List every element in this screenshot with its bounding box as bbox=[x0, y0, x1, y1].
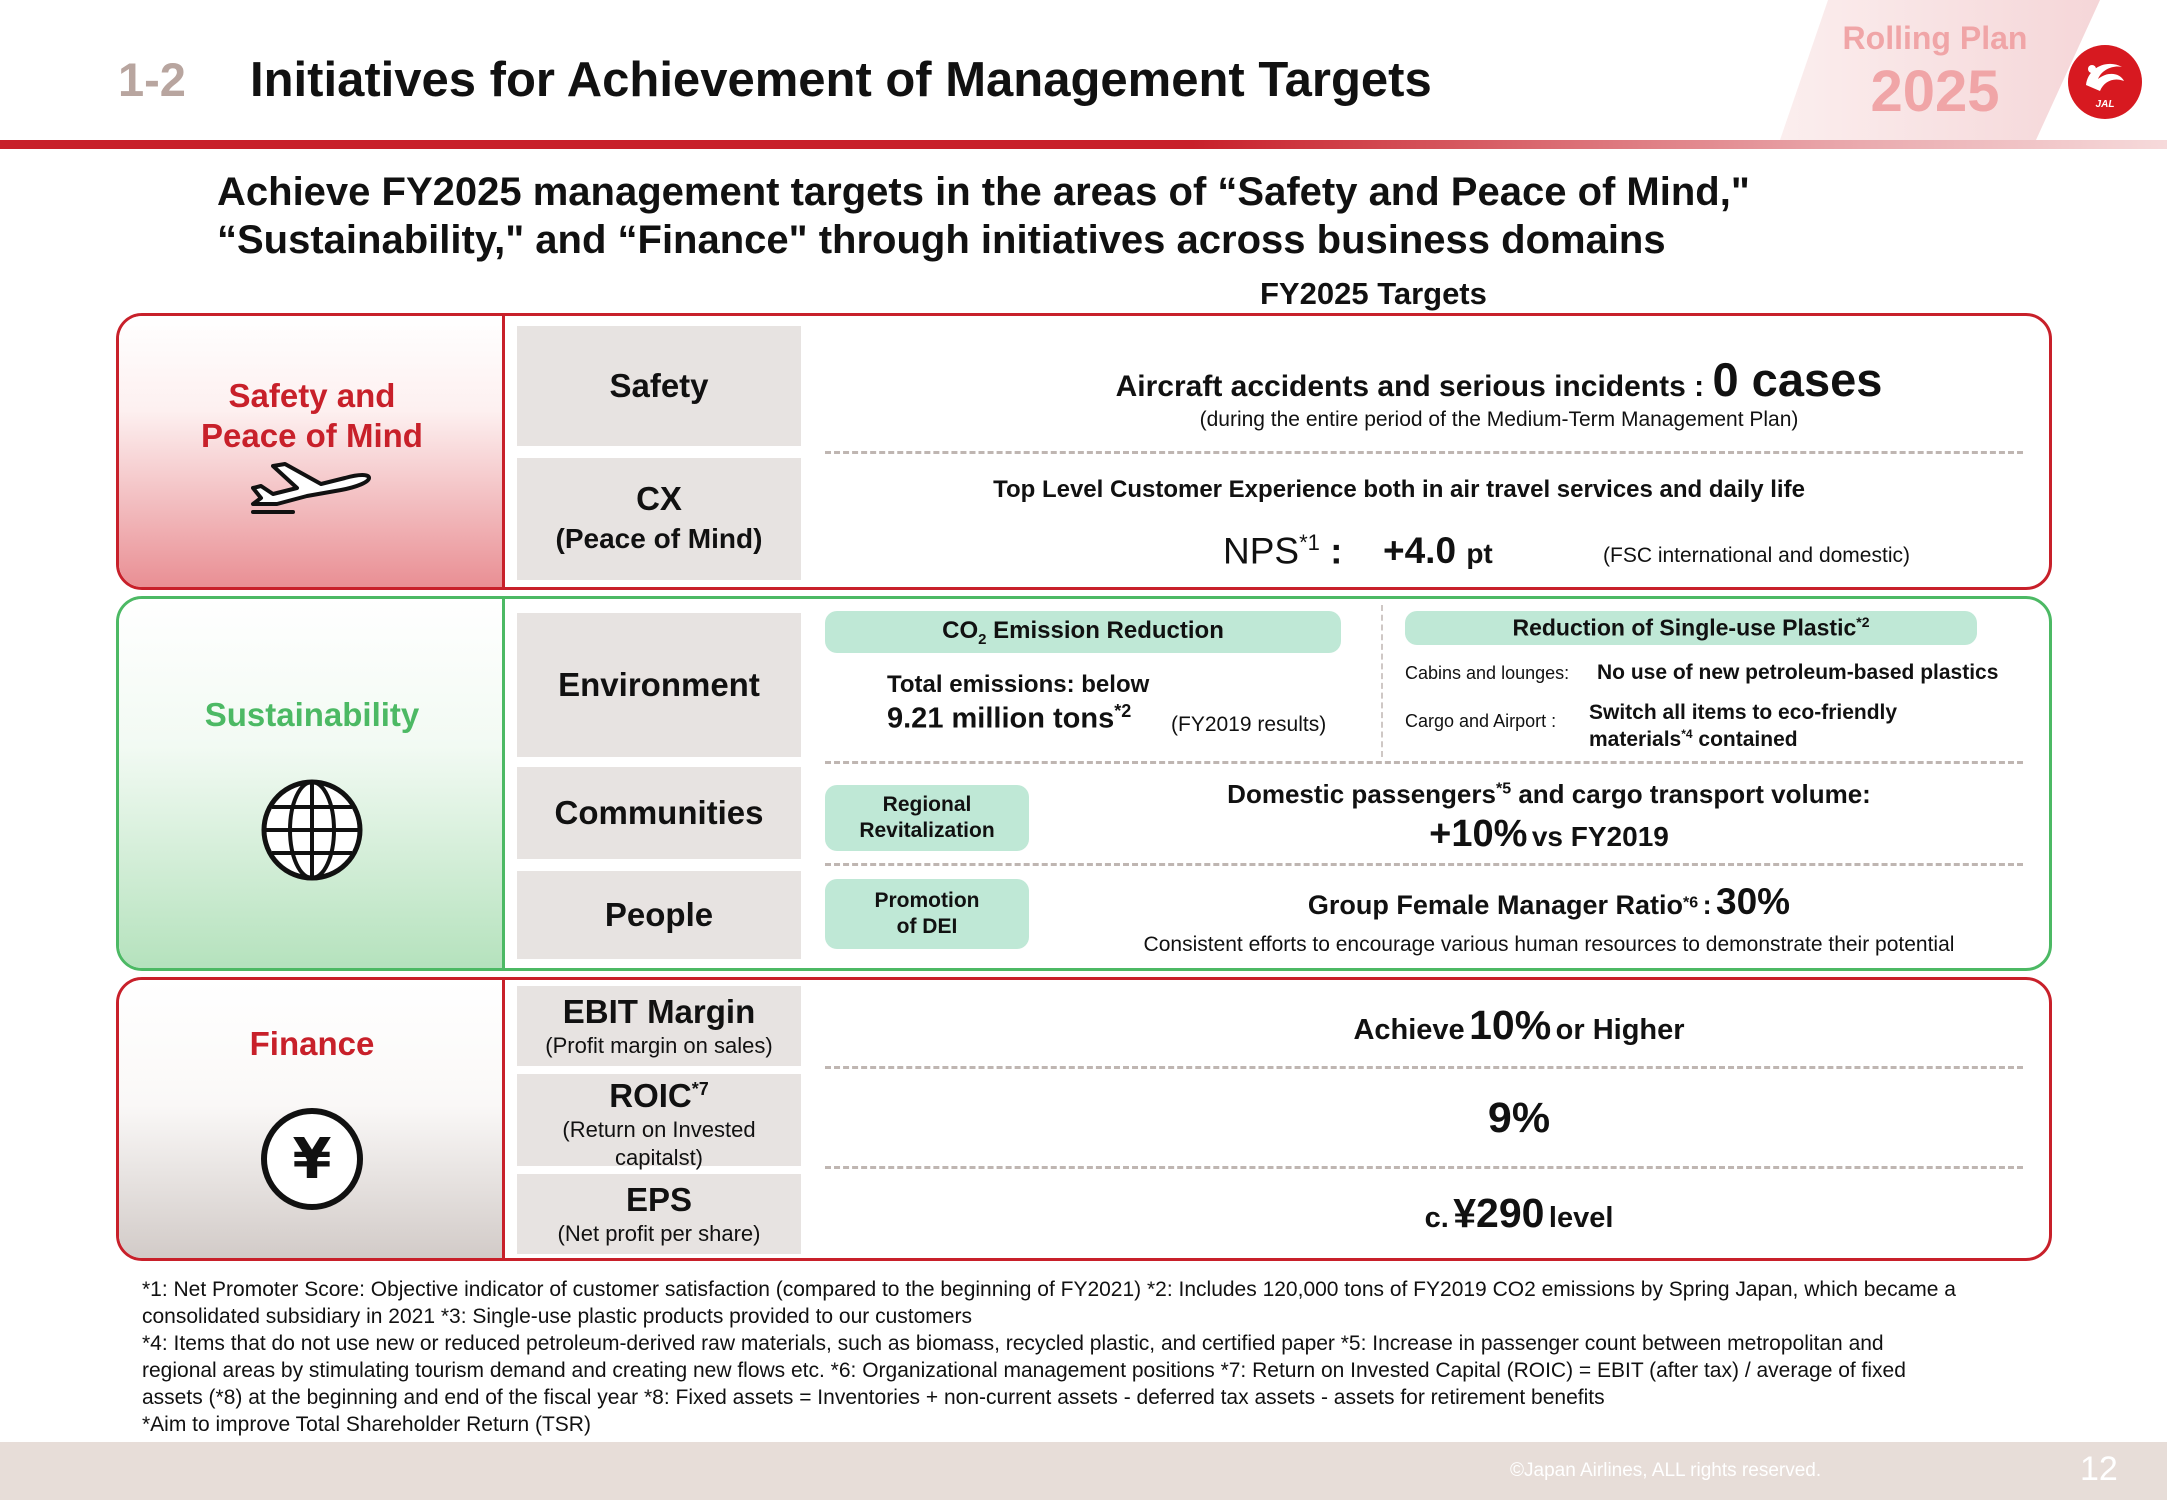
communities-label-cell bbox=[517, 767, 801, 859]
domestic-target-vs: vs FY2019 bbox=[1531, 821, 1669, 852]
footnote-line: *Aim to improve Total Shareholder Return (TSR) bbox=[142, 1413, 591, 1436]
sustainability-category-title: Sustainability bbox=[204, 696, 420, 733]
people-label-cell bbox=[517, 871, 801, 959]
nps-value-group bbox=[1383, 530, 1493, 572]
co2-footnote: *2 bbox=[1114, 701, 1132, 721]
domestic-target-value: +10% bbox=[1429, 813, 1528, 855]
cargo-value-line2-post: contained bbox=[1698, 728, 1798, 751]
ebit-sub-label: (Profit margin on sales) bbox=[545, 1033, 773, 1058]
finance-category-title: Finance bbox=[249, 1025, 375, 1062]
roic-sub-label-line1: (Return on Invested bbox=[562, 1116, 756, 1142]
subtitle-line-2: “Sustainability," and “Finance" through initiatives across business domains bbox=[217, 218, 1666, 262]
section-number: 1-2 bbox=[118, 53, 186, 106]
ebit-target-value: 10% bbox=[1469, 1002, 1552, 1048]
roic-label-group bbox=[609, 1069, 709, 1116]
divider bbox=[825, 1066, 2023, 1069]
page-title: Initiatives for Achievement of Management Targets bbox=[250, 53, 1432, 107]
nps-colon: : bbox=[1330, 530, 1343, 572]
nps-label: NPS bbox=[1223, 530, 1300, 572]
cx-label: CX bbox=[636, 480, 682, 517]
eps-target-pre: c. bbox=[1424, 1202, 1449, 1234]
safety-section bbox=[116, 313, 2052, 590]
nps-value: +4.0 bbox=[1383, 530, 1457, 571]
page-number: 12 bbox=[2080, 1450, 2118, 1488]
divider bbox=[825, 1166, 2023, 1169]
eps-target-value: ¥290 bbox=[1453, 1190, 1545, 1236]
footnote-line: assets (*8) at the beginning and end of the fiscal year *8: Fixed assets = Inventories + non-current assets - deferred tax assets - assets for retirement benefits bbox=[142, 1386, 1605, 1409]
divider bbox=[825, 761, 2023, 764]
cx-target: Top Level Customer Experience both in air travel services and daily life bbox=[993, 476, 1805, 503]
crane-logo-icon bbox=[2068, 45, 2142, 119]
eps-sub-label: (Net profit per share) bbox=[557, 1221, 761, 1246]
domestic-target-pre: Domestic passengers bbox=[1227, 779, 1496, 809]
female-manager-value: 30% bbox=[1716, 881, 1791, 922]
header-rule bbox=[0, 140, 2167, 149]
finance-section bbox=[116, 977, 2052, 1261]
cargo-value-line2 bbox=[1589, 727, 1798, 752]
safety-target-colon: : bbox=[1694, 370, 1705, 403]
divider bbox=[1381, 605, 1383, 757]
finance-category-panel bbox=[119, 980, 505, 1258]
safety-target bbox=[599, 352, 2052, 407]
regional-revitalization-pill bbox=[825, 785, 1029, 851]
eps-label: EPS bbox=[625, 1181, 693, 1218]
nps-unit: pt bbox=[1466, 538, 1493, 569]
people-label: People bbox=[604, 896, 714, 933]
footnote-line: consolidated subsidiary in 2021 *3: Single-use plastic products provided to our customers bbox=[142, 1305, 972, 1328]
co2-pill-prefix: CO bbox=[942, 616, 979, 644]
plastic-pill-text: Reduction of Single-use Plastic bbox=[1512, 614, 1857, 641]
plastic-pill-footnote: *2 bbox=[1856, 614, 1870, 631]
dei-pill-line2: of DEI bbox=[896, 915, 958, 938]
cx-sub-label: (Peace of Mind) bbox=[555, 523, 763, 554]
roic-label-cell bbox=[517, 1074, 801, 1170]
sustainability-category-panel bbox=[119, 599, 505, 968]
safety-label: Safety bbox=[609, 367, 709, 404]
safety-category-title: Safety and Peace of Mind bbox=[201, 377, 423, 454]
dei-promotion-pill bbox=[825, 879, 1029, 949]
co2-target-note: (FY2019 results) bbox=[1171, 713, 1327, 736]
subtitle bbox=[217, 168, 1750, 264]
footnote-line: regional areas by stimulating tourism demand and creating new flows etc. *6: Organizational management positions *7: Return on Invested Capital (ROIC) = EBIT (after tax) / average of fixed bbox=[142, 1359, 1906, 1382]
female-manager-note: Consistent efforts to encourage various human resources to demonstrate their potential bbox=[1143, 933, 1955, 956]
sustainability-section bbox=[116, 596, 2052, 971]
jal-logo bbox=[2068, 45, 2142, 119]
ebit-label-cell bbox=[517, 986, 801, 1066]
copyright: ©Japan Airlines, ALL rights reserved. bbox=[1510, 1460, 1822, 1481]
safety-category-panel bbox=[119, 316, 505, 587]
cargo-footnote: *4 bbox=[1681, 727, 1693, 741]
domestic-footnote: *5 bbox=[1495, 780, 1512, 798]
cabins-value: No use of new petroleum-based plastics bbox=[1597, 661, 1999, 684]
subtitle-line-1: Achieve FY2025 management targets in the areas of “Safety and Peace of Mind," bbox=[217, 170, 1750, 214]
co2-target-value-group bbox=[887, 701, 1131, 736]
safety-target-value: 0 cases bbox=[1712, 353, 1883, 406]
communities-label: Communities bbox=[554, 794, 764, 831]
rolling-plan-year: 2025 bbox=[1870, 59, 2000, 124]
cargo-value-line1: Switch all items to eco-friendly bbox=[1589, 701, 1898, 724]
logo-text: JAL bbox=[2095, 99, 2115, 110]
environment-label-cell bbox=[517, 613, 801, 757]
footnotes bbox=[142, 1276, 2082, 1438]
regional-pill-line1: Regional bbox=[882, 793, 972, 816]
co2-pill-subscript: 2 bbox=[978, 630, 987, 648]
domestic-target-value-group bbox=[1049, 813, 2049, 856]
divider bbox=[825, 451, 2023, 454]
dei-pill-line1: Promotion bbox=[874, 889, 980, 912]
globe-icon bbox=[259, 777, 365, 883]
nps-target bbox=[1223, 530, 1342, 572]
female-manager-footnote: *6 bbox=[1682, 894, 1699, 912]
ebit-label: EBIT Margin bbox=[562, 993, 756, 1030]
roic-label: ROIC bbox=[609, 1076, 692, 1114]
co2-target-value: 9.21 million tons bbox=[887, 702, 1115, 735]
rolling-plan-label: Rolling Plan bbox=[1842, 20, 2028, 56]
cargo-label: Cargo and Airport : bbox=[1405, 711, 1557, 731]
nps-note: (FSC international and domestic) bbox=[1603, 544, 1910, 567]
female-manager-target bbox=[1049, 881, 2049, 923]
airplane-icon bbox=[247, 456, 377, 518]
divider bbox=[825, 863, 2023, 866]
nps-footnote: *1 bbox=[1299, 530, 1320, 555]
rolling-plan-text bbox=[1820, 20, 2050, 127]
co2-target-line1: Total emissions: below bbox=[887, 671, 1150, 698]
ebit-target-pre: Achieve bbox=[1353, 1014, 1465, 1046]
eps-target-post: level bbox=[1548, 1202, 1614, 1234]
roic-target-value: 9% bbox=[1487, 1094, 1551, 1142]
safety-target-note: (during the entire period of the Medium-Term Management Plan) bbox=[1199, 408, 1799, 431]
female-manager-colon: : bbox=[1702, 890, 1712, 920]
female-manager-label: Group Female Manager Ratio bbox=[1307, 890, 1683, 920]
eps-label-cell bbox=[517, 1174, 801, 1254]
ebit-target-post: or Higher bbox=[1555, 1014, 1685, 1046]
roic-sub-label-line2: capitalst) bbox=[614, 1144, 704, 1170]
cargo-value-line2-pre: materials bbox=[1589, 728, 1682, 751]
safety-target-text: Aircraft accidents and serious incidents bbox=[1115, 370, 1686, 403]
yen-glyph: ¥ bbox=[292, 1127, 332, 1192]
cabins-label: Cabins and lounges: bbox=[1405, 663, 1570, 683]
footnote-line: *1: Net Promoter Score: Objective indicator of customer satisfaction (compared to the beginning of FY2021) *2: Includes 120,000 tons of FY2019 CO2 emissions by Spring Japan, which became a bbox=[142, 1278, 1956, 1301]
domestic-target-post: and cargo transport volume: bbox=[1518, 779, 1871, 809]
footnote-line: *4: Items that do not use new or reduced petroleum-derived raw materials, such as biomass, recycled plastic, and certified paper *5: Increase in passenger count between metropolitan and bbox=[142, 1332, 1884, 1355]
plastic-reduction-pill bbox=[1405, 611, 1977, 645]
footer-bar bbox=[0, 1442, 2167, 1500]
co2-pill-suffix: Emission Reduction bbox=[993, 616, 1224, 644]
domestic-target bbox=[1049, 779, 2049, 810]
yen-icon bbox=[259, 1106, 365, 1212]
cx-label-cell bbox=[517, 458, 801, 580]
eps-target bbox=[819, 1190, 2052, 1237]
environment-label: Environment bbox=[558, 666, 760, 703]
co2-reduction-pill bbox=[825, 611, 1341, 653]
targets-heading: FY2025 Targets bbox=[1260, 276, 1487, 311]
roic-footnote: *7 bbox=[691, 1078, 709, 1099]
ebit-target bbox=[819, 1002, 2052, 1049]
regional-pill-line2: Revitalization bbox=[859, 819, 995, 842]
